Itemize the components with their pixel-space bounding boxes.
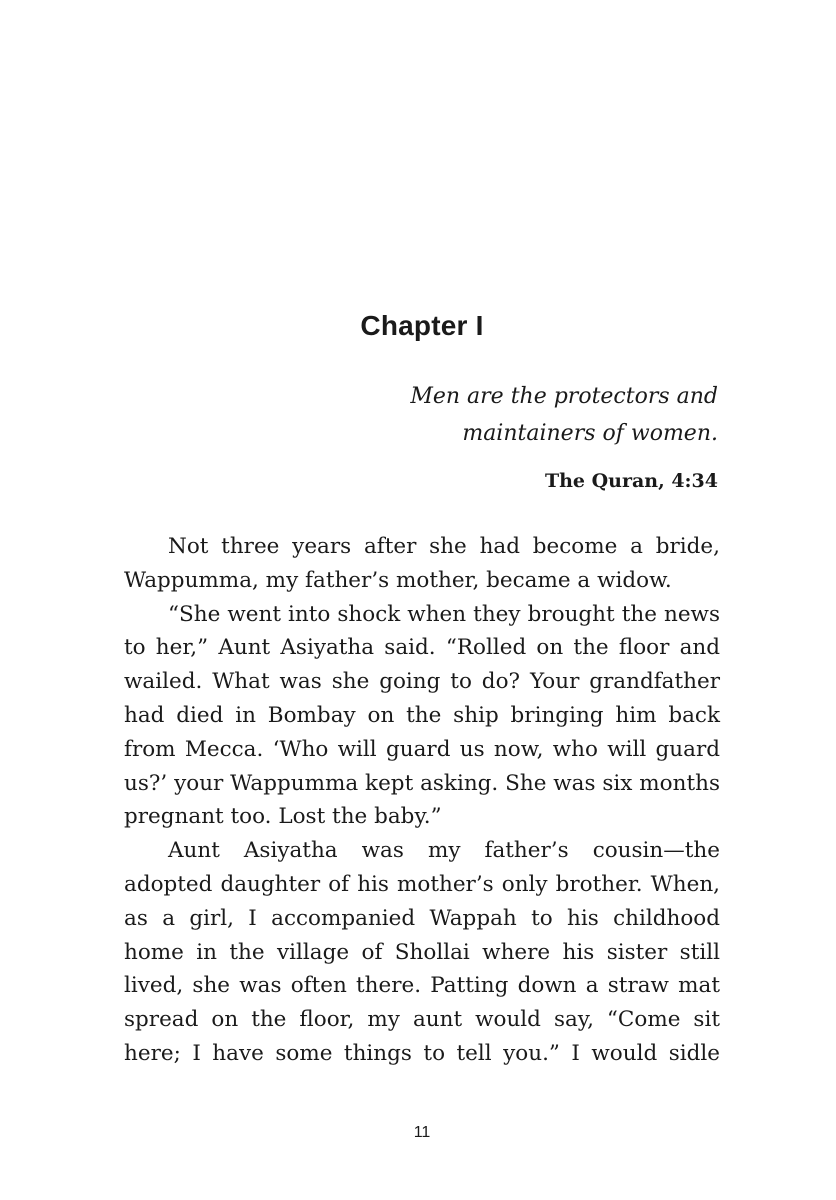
epigraph-citation: The Quran, 4:34 xyxy=(544,470,718,492)
text-line: here; I have some things to tell you.” I would sidle xyxy=(124,1040,720,1066)
text-line: home in the village of Shollai where his sister still xyxy=(124,939,720,965)
text-line: us?’ your Wappumma kept asking. She was six months xyxy=(124,770,720,796)
text-line: Wappumma, my father’s mother, became a widow. xyxy=(124,567,672,593)
text-line: wailed. What was she going to do? Your grandfather xyxy=(124,669,720,695)
text-line: had died in Bombay on the ship bringing him back xyxy=(124,702,720,728)
epigraph-line: Men are the protectors and xyxy=(410,384,718,409)
epigraph-line: maintainers of women. xyxy=(462,421,718,446)
text-line: lived, she was often there. Patting down a straw mat xyxy=(124,973,720,999)
page-number: 11 xyxy=(413,1124,431,1141)
body-text xyxy=(124,530,720,1071)
chapter-title: Chapter I xyxy=(360,310,484,341)
text-line: adopted daughter of his mother’s only brother. When, xyxy=(124,871,720,897)
text-line: pregnant too. Lost the baby.” xyxy=(124,804,442,830)
epigraph xyxy=(298,378,718,452)
text-line: as a girl, I accompanied Wappah to his childhood xyxy=(124,905,720,931)
text-line: from Mecca. ‘Who will guard us now, who will guard xyxy=(124,736,720,762)
text-line: Not three years after she had become a bride, xyxy=(168,534,720,559)
text-line: spread on the floor, my aunt would say, “Come sit xyxy=(124,1007,720,1033)
text-line: to her,” Aunt Asiyatha said. “Rolled on the floor and xyxy=(124,635,720,661)
text-line: Aunt Asiyatha was my father’s cousin—the xyxy=(168,838,720,864)
text-line: “She went into shock when they brought the news xyxy=(168,601,720,627)
